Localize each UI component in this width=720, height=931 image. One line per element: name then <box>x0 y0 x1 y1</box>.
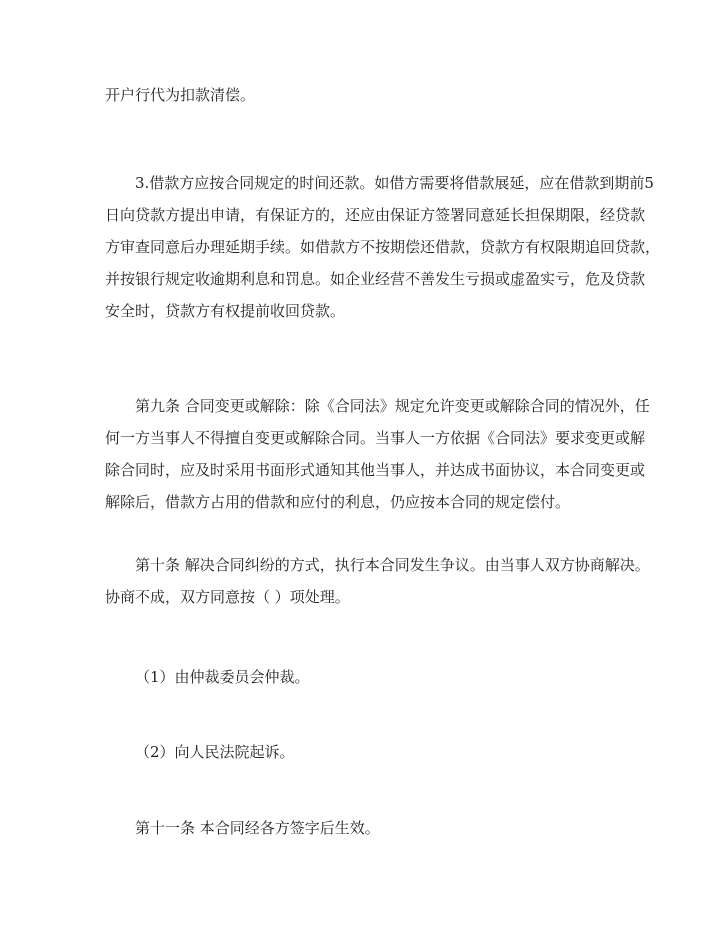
paragraph-continuation <box>105 79 616 111</box>
text-line: 安全时，贷款方有权提前收回贷款。 <box>105 302 346 320</box>
text-line: 方审查同意后办理延期手续。如借款方不按期偿还借款，贷款方有权限期追回贷款， <box>105 238 661 256</box>
option-2 <box>105 736 616 768</box>
article-10 <box>105 549 650 613</box>
text-line: 协商不成，双方同意按（ ）项处理。 <box>105 588 350 606</box>
text-line: 日向贷款方提出申请，有保证方的，还应由保证方签署同意延长担保期限，经贷款 <box>105 206 646 224</box>
text-line: 3.借款方应按合同规定的时间还款。如借方需要将借款展延，应在借款到期前5 <box>135 174 654 192</box>
text-line: 开户行代为扣款清偿。 <box>105 86 256 104</box>
text-line: （2）向人民法院起诉。 <box>135 743 295 761</box>
text-line: 并按银行规定收逾期利息和罚息。如企业经营不善发生亏损或虚盈实亏，危及贷款 <box>105 270 646 288</box>
text-line: 解除后，借款方占用的借款和应付的利息，仍应按本合同的规定偿付。 <box>105 493 571 511</box>
text-line: 第九条 合同变更或解除：除《合同法》规定允许变更或解除合同的情况外，任 <box>135 397 650 415</box>
text-line: 第十条 解决合同纠纷的方式，执行本合同发生争议。由当事人双方协商解决。 <box>135 556 650 574</box>
text-line: 第十一条 本合同经各方签字后生效。 <box>135 819 380 837</box>
article-9 <box>105 390 650 518</box>
text-line: 何一方当事人不得擅自变更或解除合同。当事人一方依据《合同法》要求变更或解 <box>105 429 646 447</box>
text-line: （1）由仲裁委员会仲裁。 <box>135 668 310 686</box>
article-11 <box>105 812 616 844</box>
option-1 <box>105 661 616 693</box>
text-line: 除合同时，应及时采用书面形式通知其他当事人，并达成书面协议，本合同变更或 <box>105 461 646 479</box>
paragraph-repayment <box>105 167 661 327</box>
